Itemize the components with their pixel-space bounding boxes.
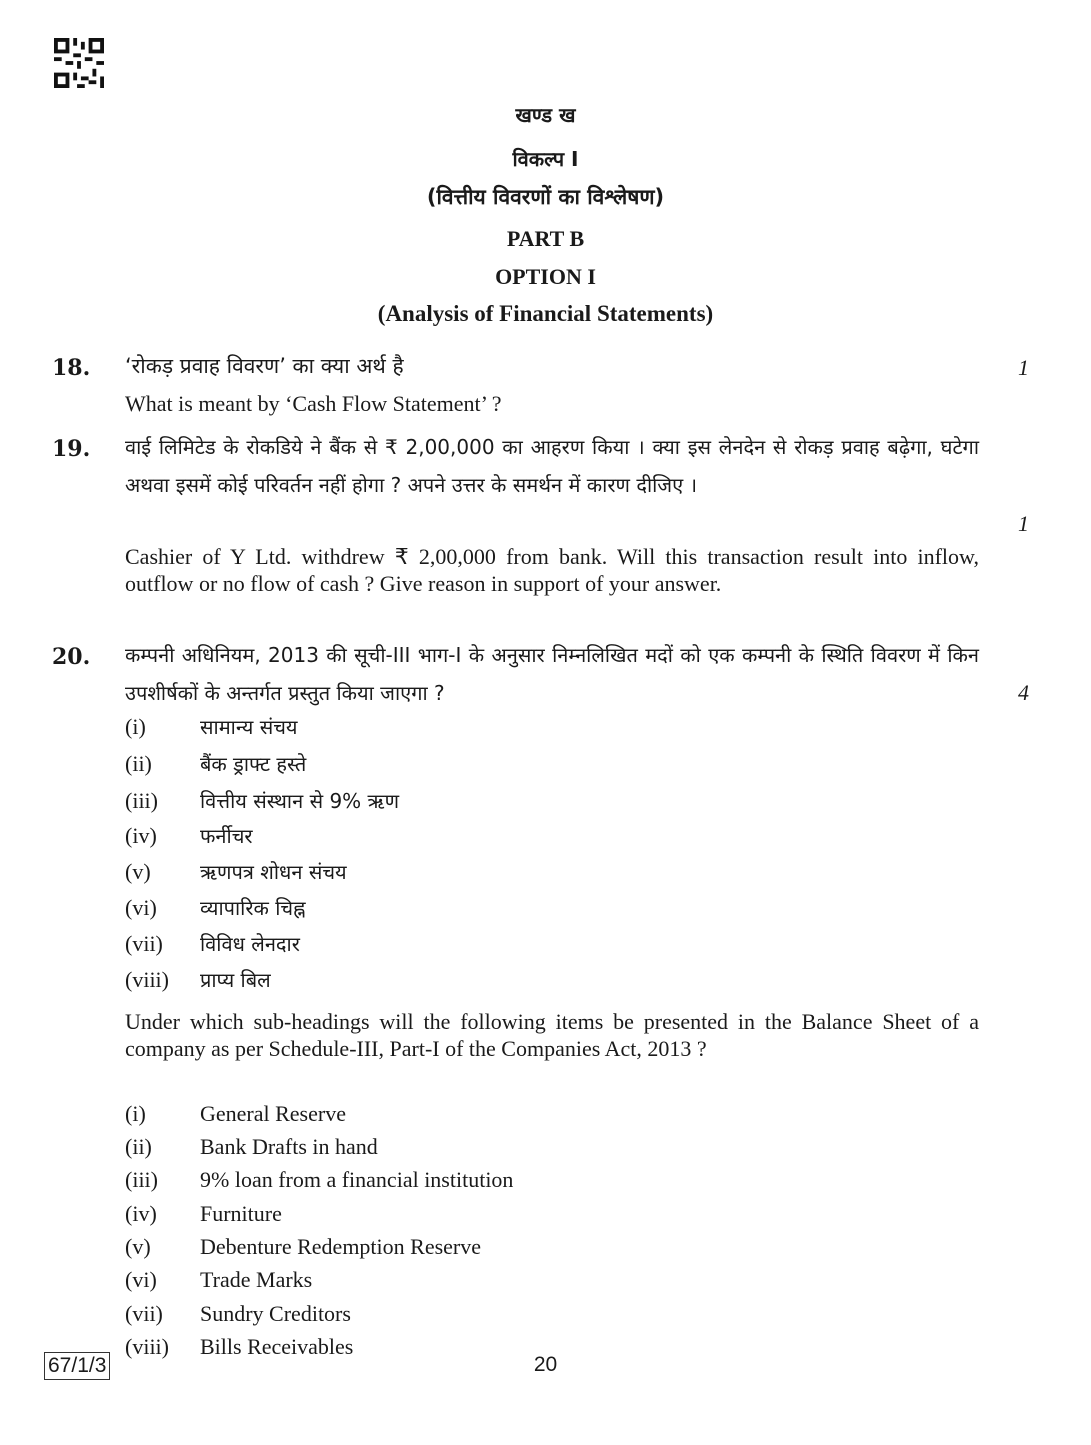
list-item <box>125 858 347 885</box>
list-item <box>125 1201 282 1227</box>
question-text-en: Under which sub-headings will the following items be presented in the Balance Sheet of a company as per Schedule-III, Part-I of the Companies Act, 2013 ? <box>125 1009 979 1061</box>
item-number: (vi) <box>125 895 157 920</box>
item-text: फर्नीचर <box>200 824 253 848</box>
list-item <box>125 1101 346 1127</box>
list-item <box>125 787 399 814</box>
subject-heading-hi: (वित्तीय विवरणों का विश्लेषण) <box>426 185 665 209</box>
list-item <box>125 822 253 849</box>
section-heading-hi: खण्ड ख <box>515 103 576 127</box>
question-number: 20. <box>52 644 91 670</box>
item-text: Furniture <box>200 1201 282 1226</box>
paper-code: 67/1/3 <box>44 1352 110 1380</box>
item-number: (ii) <box>125 1134 152 1159</box>
marks: 4 <box>1018 680 1029 705</box>
list-item <box>125 894 306 921</box>
item-text: 9% loan from a financial institution <box>200 1167 514 1192</box>
question-text-hi: वाई लिमिटेड के रोकडिये ने बैंक से ₹ 2,00,000 का आहरण किया । क्या इस लेनदेन से रोकड़ प्रवाह बढ़ेगा, घटेगा अथवा इसमें कोई परिवर्तन नहीं होगा ? अपने उत्तर के समर्थन में कारण दीजिए । <box>125 435 979 497</box>
item-text: Bank Drafts in hand <box>200 1134 378 1159</box>
item-number: (vii) <box>125 1301 163 1326</box>
item-text: Sundry Creditors <box>200 1301 351 1326</box>
item-text: General Reserve <box>200 1101 346 1126</box>
item-number: (v) <box>125 859 151 884</box>
item-text: विविध लेनदार <box>200 932 300 956</box>
item-number: (vi) <box>125 1267 157 1292</box>
qr-code <box>53 38 105 88</box>
list-item <box>125 1234 481 1260</box>
question-text-hi: ‘रोकड़ प्रवाह विवरण’ का क्या अर्थ है <box>125 354 404 378</box>
option-heading: OPTION I <box>495 264 596 289</box>
question-text-hi: कम्पनी अधिनियम, 2013 की सूची-III भाग-I के अनुसार निम्नलिखित मदों को एक कम्पनी के स्थिति विवरण में किन उपशीर्षकों के अन्तर्गत प्रस्तुत किया जाएगा ? <box>125 643 979 705</box>
question-number: 19. <box>52 436 91 462</box>
item-text: Bills Receivables <box>200 1334 354 1359</box>
subject-heading: (Analysis of Financial Statements) <box>377 301 714 326</box>
item-text: व्यापारिक चिह्न <box>200 896 306 920</box>
option-heading-hi: विकल्प I <box>512 147 579 171</box>
question-text-en: What is meant by ‘Cash Flow Statement’ ? <box>125 391 502 416</box>
list-item <box>125 1167 513 1193</box>
list-item <box>125 713 298 740</box>
item-number: (iv) <box>125 823 157 848</box>
item-text: Trade Marks <box>200 1267 313 1292</box>
marks: 1 <box>1018 511 1029 536</box>
item-text: बैंक ड्राफ्ट हस्ते <box>200 752 307 776</box>
list-item <box>125 930 300 957</box>
item-text: Debenture Redemption Reserve <box>200 1234 482 1259</box>
item-number: (iii) <box>125 788 158 813</box>
item-number: (i) <box>125 714 146 739</box>
page-number: 20 <box>533 1353 558 1376</box>
list-item <box>125 966 271 993</box>
question-number: 18. <box>52 355 91 381</box>
list-item <box>125 1301 351 1327</box>
item-number: (v) <box>125 1234 151 1259</box>
list-item <box>125 750 306 777</box>
question-text-en: Cashier of Y Ltd. withdrew ₹ 2,00,000 from bank. Will this transaction result into inflow, outflow or no flow of cash ? Give reason in support of your answer. <box>125 544 979 596</box>
part-heading: PART B <box>506 226 585 251</box>
list-item <box>125 1134 378 1160</box>
marks: 1 <box>1018 355 1029 380</box>
item-number: (viii) <box>125 1334 169 1359</box>
item-text: प्राप्य बिल <box>200 968 271 992</box>
item-number: (i) <box>125 1101 146 1126</box>
item-number: (iii) <box>125 1167 158 1192</box>
item-number: (ii) <box>125 751 152 776</box>
list-item <box>125 1267 312 1293</box>
item-number: (vii) <box>125 931 163 956</box>
item-text: सामान्य संचय <box>200 715 298 739</box>
item-text: ऋणपत्र शोधन संचय <box>200 860 347 884</box>
item-number: (viii) <box>125 967 169 992</box>
item-text: वित्तीय संस्थान से 9% ऋण <box>200 789 400 813</box>
item-number: (iv) <box>125 1201 157 1226</box>
